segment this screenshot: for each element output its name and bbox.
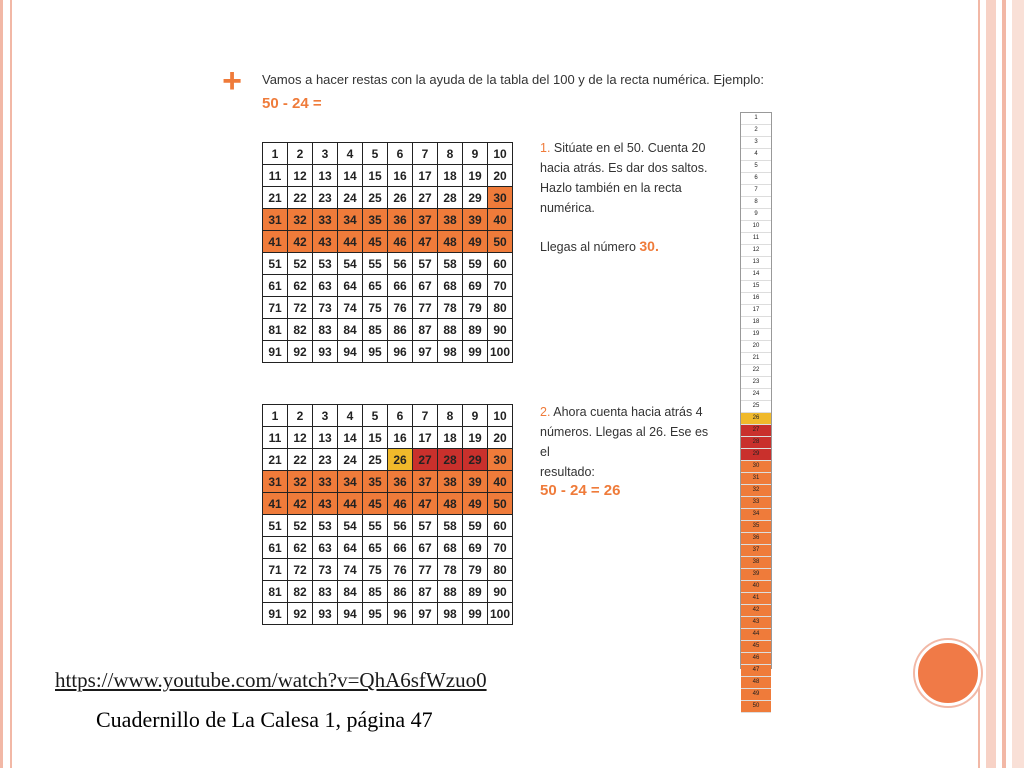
table-cell: 69	[463, 275, 488, 297]
table-cell: 79	[463, 297, 488, 319]
step-line: números. Llegas al 26. Ese es el	[540, 425, 709, 459]
table-cell: 49	[463, 493, 488, 515]
table-cell: 40	[488, 471, 513, 493]
table-cell: 78	[438, 559, 463, 581]
table-cell: 5	[363, 143, 388, 165]
number-line-mark: 30	[741, 461, 771, 473]
number-line-mark: 13	[741, 257, 771, 269]
table-cell: 66	[388, 275, 413, 297]
result-expression: 50 - 24 = 26	[540, 482, 621, 499]
table-cell: 20	[488, 427, 513, 449]
table-cell: 67	[413, 275, 438, 297]
table-cell: 92	[288, 341, 313, 363]
frame-stripe	[0, 0, 3, 768]
table-cell: 50	[488, 493, 513, 515]
table-cell: 7	[413, 143, 438, 165]
table-cell: 44	[338, 231, 363, 253]
table-cell: 73	[313, 297, 338, 319]
table-cell: 81	[263, 581, 288, 603]
table-cell: 74	[338, 559, 363, 581]
table-cell: 64	[338, 537, 363, 559]
number-line-mark: 36	[741, 533, 771, 545]
table-cell: 8	[438, 143, 463, 165]
table-cell: 22	[288, 187, 313, 209]
number-line-mark: 25	[741, 401, 771, 413]
number-line-mark: 47	[741, 665, 771, 677]
table-cell: 66	[388, 537, 413, 559]
number-line-mark: 32	[741, 485, 771, 497]
table-cell: 82	[288, 319, 313, 341]
table-cell: 11	[263, 427, 288, 449]
table-cell: 94	[338, 603, 363, 625]
table-cell: 79	[463, 559, 488, 581]
number-line-mark: 2	[741, 125, 771, 137]
number-line-mark: 35	[741, 521, 771, 533]
table-cell: 78	[438, 297, 463, 319]
table-cell: 29	[463, 187, 488, 209]
table-cell: 97	[413, 603, 438, 625]
table-cell: 30	[488, 187, 513, 209]
table-row	[263, 559, 513, 581]
table-row	[263, 537, 513, 559]
step-number: 1.	[540, 141, 551, 155]
table-cell: 14	[338, 427, 363, 449]
table-cell: 98	[438, 341, 463, 363]
number-line-mark: 26	[741, 413, 771, 425]
number-line-mark: 37	[741, 545, 771, 557]
table-cell: 9	[463, 143, 488, 165]
table-cell: 43	[313, 493, 338, 515]
table-cell: 7	[413, 405, 438, 427]
table-cell: 61	[263, 275, 288, 297]
table-cell: 14	[338, 165, 363, 187]
table-cell: 10	[488, 143, 513, 165]
step-line: hacia atrás. Es dar dos saltos.	[540, 161, 708, 175]
table-cell: 46	[388, 493, 413, 515]
table-row	[263, 515, 513, 537]
table-cell: 60	[488, 253, 513, 275]
table-cell: 84	[338, 581, 363, 603]
table-cell: 90	[488, 581, 513, 603]
table-cell: 88	[438, 319, 463, 341]
table-cell: 54	[338, 515, 363, 537]
table-cell: 15	[363, 165, 388, 187]
table-cell: 86	[388, 319, 413, 341]
table-row	[263, 165, 513, 187]
table-cell: 35	[363, 471, 388, 493]
table-cell: 29	[463, 449, 488, 471]
table-cell: 9	[463, 405, 488, 427]
table-row	[263, 319, 513, 341]
table-cell: 36	[388, 471, 413, 493]
table-row	[263, 471, 513, 493]
table-cell: 89	[463, 581, 488, 603]
table-cell: 75	[363, 297, 388, 319]
number-line-mark: 9	[741, 209, 771, 221]
table-cell: 55	[363, 253, 388, 275]
table-cell: 56	[388, 515, 413, 537]
number-line-mark: 16	[741, 293, 771, 305]
table-cell: 90	[488, 319, 513, 341]
hundred-table-2	[262, 404, 513, 625]
table-cell: 95	[363, 603, 388, 625]
table-cell: 33	[313, 209, 338, 231]
table-cell: 23	[313, 187, 338, 209]
table-cell: 53	[313, 253, 338, 275]
table-cell: 4	[338, 405, 363, 427]
table-cell: 18	[438, 427, 463, 449]
table-row	[263, 449, 513, 471]
table-cell: 85	[363, 319, 388, 341]
table-cell: 52	[288, 253, 313, 275]
table-cell: 24	[338, 187, 363, 209]
table-cell: 59	[463, 253, 488, 275]
number-line-mark: 46	[741, 653, 771, 665]
table-cell: 93	[313, 603, 338, 625]
number-line-mark: 6	[741, 173, 771, 185]
table-cell: 48	[438, 231, 463, 253]
table-row	[263, 143, 513, 165]
step-line: Sitúate en el 50. Cuenta 20	[553, 141, 706, 155]
number-line-mark: 10	[741, 221, 771, 233]
table-row	[263, 275, 513, 297]
table-cell: 77	[413, 297, 438, 319]
step-2-text	[540, 402, 710, 482]
number-line-mark: 15	[741, 281, 771, 293]
table-cell: 34	[338, 471, 363, 493]
number-line-mark: 5	[741, 161, 771, 173]
table-cell: 46	[388, 231, 413, 253]
number-line-mark: 4	[741, 149, 771, 161]
table-cell: 42	[288, 231, 313, 253]
number-line-mark: 24	[741, 389, 771, 401]
table-cell: 77	[413, 559, 438, 581]
table-cell: 55	[363, 515, 388, 537]
table-cell: 83	[313, 319, 338, 341]
table-row	[263, 231, 513, 253]
table-cell: 70	[488, 275, 513, 297]
table-cell: 81	[263, 319, 288, 341]
table-row	[263, 297, 513, 319]
table-cell: 91	[263, 603, 288, 625]
table-cell: 80	[488, 297, 513, 319]
table-cell: 21	[263, 187, 288, 209]
table-cell: 63	[313, 275, 338, 297]
table-cell: 48	[438, 493, 463, 515]
table-cell: 87	[413, 581, 438, 603]
table-cell: 98	[438, 603, 463, 625]
arrive-text: Llegas al número	[540, 240, 636, 254]
number-line-mark: 48	[741, 677, 771, 689]
table-cell: 94	[338, 341, 363, 363]
step-1-text	[540, 138, 710, 257]
table-cell: 13	[313, 165, 338, 187]
number-line-mark: 50	[741, 701, 771, 713]
table-cell: 15	[363, 427, 388, 449]
table-cell: 13	[313, 427, 338, 449]
table-cell: 84	[338, 319, 363, 341]
table-cell: 61	[263, 537, 288, 559]
table-cell: 12	[288, 165, 313, 187]
table-cell: 54	[338, 253, 363, 275]
number-line-mark: 43	[741, 617, 771, 629]
table-cell: 99	[463, 341, 488, 363]
table-cell: 57	[413, 253, 438, 275]
table-cell: 44	[338, 493, 363, 515]
table-cell: 53	[313, 515, 338, 537]
table-cell: 42	[288, 493, 313, 515]
table-cell: 76	[388, 559, 413, 581]
number-line-mark: 17	[741, 305, 771, 317]
number-line-mark: 45	[741, 641, 771, 653]
number-line-mark: 1	[741, 113, 771, 125]
table-row	[263, 187, 513, 209]
number-line-mark: 49	[741, 689, 771, 701]
table-cell: 45	[363, 493, 388, 515]
frame-stripe	[986, 0, 996, 768]
number-line-mark: 20	[741, 341, 771, 353]
table-cell: 16	[388, 165, 413, 187]
table-cell: 95	[363, 341, 388, 363]
table-cell: 49	[463, 231, 488, 253]
table-cell: 58	[438, 253, 463, 275]
table-row	[263, 603, 513, 625]
table-cell: 62	[288, 275, 313, 297]
arrive-value: 30.	[639, 238, 659, 254]
table-cell: 99	[463, 603, 488, 625]
table-cell: 76	[388, 297, 413, 319]
frame-stripe	[978, 0, 980, 768]
plus-icon: +	[222, 62, 242, 100]
table-cell: 100	[488, 603, 513, 625]
table-cell: 73	[313, 559, 338, 581]
table-cell: 89	[463, 319, 488, 341]
table-cell: 41	[263, 231, 288, 253]
table-cell: 56	[388, 253, 413, 275]
table-cell: 25	[363, 187, 388, 209]
table-cell: 25	[363, 449, 388, 471]
table-cell: 35	[363, 209, 388, 231]
number-line-mark: 19	[741, 329, 771, 341]
table-cell: 86	[388, 581, 413, 603]
table-cell: 96	[388, 603, 413, 625]
number-line-mark: 34	[741, 509, 771, 521]
table-cell: 38	[438, 471, 463, 493]
table-cell: 38	[438, 209, 463, 231]
table-cell: 97	[413, 341, 438, 363]
table-cell: 65	[363, 275, 388, 297]
step-line: numérica.	[540, 201, 595, 215]
table-cell: 3	[313, 143, 338, 165]
table-cell: 8	[438, 405, 463, 427]
table-cell: 28	[438, 187, 463, 209]
table-cell: 69	[463, 537, 488, 559]
number-line-mark: 31	[741, 473, 771, 485]
table-cell: 62	[288, 537, 313, 559]
table-cell: 27	[413, 187, 438, 209]
table-cell: 71	[263, 297, 288, 319]
number-line-mark: 27	[741, 425, 771, 437]
table-cell: 26	[388, 187, 413, 209]
frame-stripe	[1012, 0, 1024, 768]
table-cell: 92	[288, 603, 313, 625]
table-cell: 17	[413, 165, 438, 187]
table-cell: 60	[488, 515, 513, 537]
table-cell: 72	[288, 297, 313, 319]
number-line-mark: 38	[741, 557, 771, 569]
number-line-mark: 41	[741, 593, 771, 605]
table-cell: 30	[488, 449, 513, 471]
table-cell: 11	[263, 165, 288, 187]
number-line-mark: 44	[741, 629, 771, 641]
table-cell: 80	[488, 559, 513, 581]
number-line-mark: 7	[741, 185, 771, 197]
table-cell: 57	[413, 515, 438, 537]
table-cell: 26	[388, 449, 413, 471]
table-cell: 64	[338, 275, 363, 297]
table-row	[263, 253, 513, 275]
table-cell: 82	[288, 581, 313, 603]
table-cell: 31	[263, 471, 288, 493]
frame-stripe	[1002, 0, 1006, 768]
table-cell: 19	[463, 165, 488, 187]
number-line-mark: 11	[741, 233, 771, 245]
table-cell: 70	[488, 537, 513, 559]
table-cell: 67	[413, 537, 438, 559]
table-cell: 47	[413, 231, 438, 253]
table-cell: 41	[263, 493, 288, 515]
table-cell: 39	[463, 471, 488, 493]
table-cell: 59	[463, 515, 488, 537]
number-line-mark: 29	[741, 449, 771, 461]
table-cell: 51	[263, 253, 288, 275]
table-cell: 10	[488, 405, 513, 427]
table-cell: 6	[388, 405, 413, 427]
table-cell: 83	[313, 581, 338, 603]
table-cell: 87	[413, 319, 438, 341]
table-cell: 21	[263, 449, 288, 471]
table-cell: 40	[488, 209, 513, 231]
table-cell: 37	[413, 209, 438, 231]
intro-text: Vamos a hacer restas con la ayuda de la tabla del 100 y de la recta numérica. Ejemplo:	[262, 72, 764, 87]
table-cell: 68	[438, 537, 463, 559]
table-cell: 51	[263, 515, 288, 537]
number-line-mark: 21	[741, 353, 771, 365]
table-cell: 37	[413, 471, 438, 493]
table-cell: 4	[338, 143, 363, 165]
table-row	[263, 341, 513, 363]
frame-stripe	[10, 0, 12, 768]
table-cell: 27	[413, 449, 438, 471]
table-cell: 16	[388, 427, 413, 449]
number-line-mark: 40	[741, 581, 771, 593]
table-cell: 20	[488, 165, 513, 187]
table-cell: 68	[438, 275, 463, 297]
table-cell: 65	[363, 537, 388, 559]
table-cell: 2	[288, 143, 313, 165]
table-cell: 47	[413, 493, 438, 515]
number-line-mark: 42	[741, 605, 771, 617]
table-cell: 36	[388, 209, 413, 231]
number-line-mark: 22	[741, 365, 771, 377]
table-cell: 39	[463, 209, 488, 231]
table-cell: 3	[313, 405, 338, 427]
youtube-link[interactable]: https://www.youtube.com/watch?v=QhA6sfWzuo0	[55, 668, 487, 692]
table-cell: 31	[263, 209, 288, 231]
number-line-mark: 28	[741, 437, 771, 449]
table-cell: 100	[488, 341, 513, 363]
table-cell: 43	[313, 231, 338, 253]
table-cell: 12	[288, 427, 313, 449]
table-cell: 28	[438, 449, 463, 471]
table-cell: 58	[438, 515, 463, 537]
table-cell: 33	[313, 471, 338, 493]
step-line: Ahora cuenta hacia atrás 4	[553, 405, 703, 419]
table-cell: 1	[263, 143, 288, 165]
table-cell: 34	[338, 209, 363, 231]
table-cell: 50	[488, 231, 513, 253]
number-line-mark: 18	[741, 317, 771, 329]
table-cell: 74	[338, 297, 363, 319]
number-line-mark: 12	[741, 245, 771, 257]
table-cell: 19	[463, 427, 488, 449]
table-cell: 2	[288, 405, 313, 427]
table-cell: 6	[388, 143, 413, 165]
table-cell: 85	[363, 581, 388, 603]
table-cell: 91	[263, 341, 288, 363]
table-cell: 23	[313, 449, 338, 471]
step-line: Hazlo también en la recta	[540, 181, 682, 195]
table-cell: 96	[388, 341, 413, 363]
step-number: 2.	[540, 405, 551, 419]
table-cell: 17	[413, 427, 438, 449]
hundred-table-1	[262, 142, 513, 363]
table-row	[263, 581, 513, 603]
number-line-mark: 23	[741, 377, 771, 389]
table-cell: 32	[288, 209, 313, 231]
number-line-mark: 8	[741, 197, 771, 209]
number-line-mark: 33	[741, 497, 771, 509]
table-cell: 75	[363, 559, 388, 581]
table-cell: 88	[438, 581, 463, 603]
table-cell: 72	[288, 559, 313, 581]
caption: Cuadernillo de La Calesa 1, página 47	[96, 707, 433, 732]
table-cell: 32	[288, 471, 313, 493]
table-cell: 71	[263, 559, 288, 581]
table-cell: 63	[313, 537, 338, 559]
decorative-circle	[915, 640, 981, 706]
table-cell: 18	[438, 165, 463, 187]
table-cell: 1	[263, 405, 288, 427]
table-row	[263, 405, 513, 427]
number-line-mark: 14	[741, 269, 771, 281]
table-cell: 93	[313, 341, 338, 363]
table-cell: 52	[288, 515, 313, 537]
step-line: resultado:	[540, 465, 595, 479]
table-row	[263, 493, 513, 515]
number-line	[740, 112, 772, 709]
table-cell: 24	[338, 449, 363, 471]
table-cell: 45	[363, 231, 388, 253]
table-cell: 22	[288, 449, 313, 471]
table-cell: 5	[363, 405, 388, 427]
table-row	[263, 209, 513, 231]
table-row	[263, 427, 513, 449]
example-expression: 50 - 24 =	[262, 95, 322, 112]
number-line-mark: 3	[741, 137, 771, 149]
number-line-mark: 39	[741, 569, 771, 581]
